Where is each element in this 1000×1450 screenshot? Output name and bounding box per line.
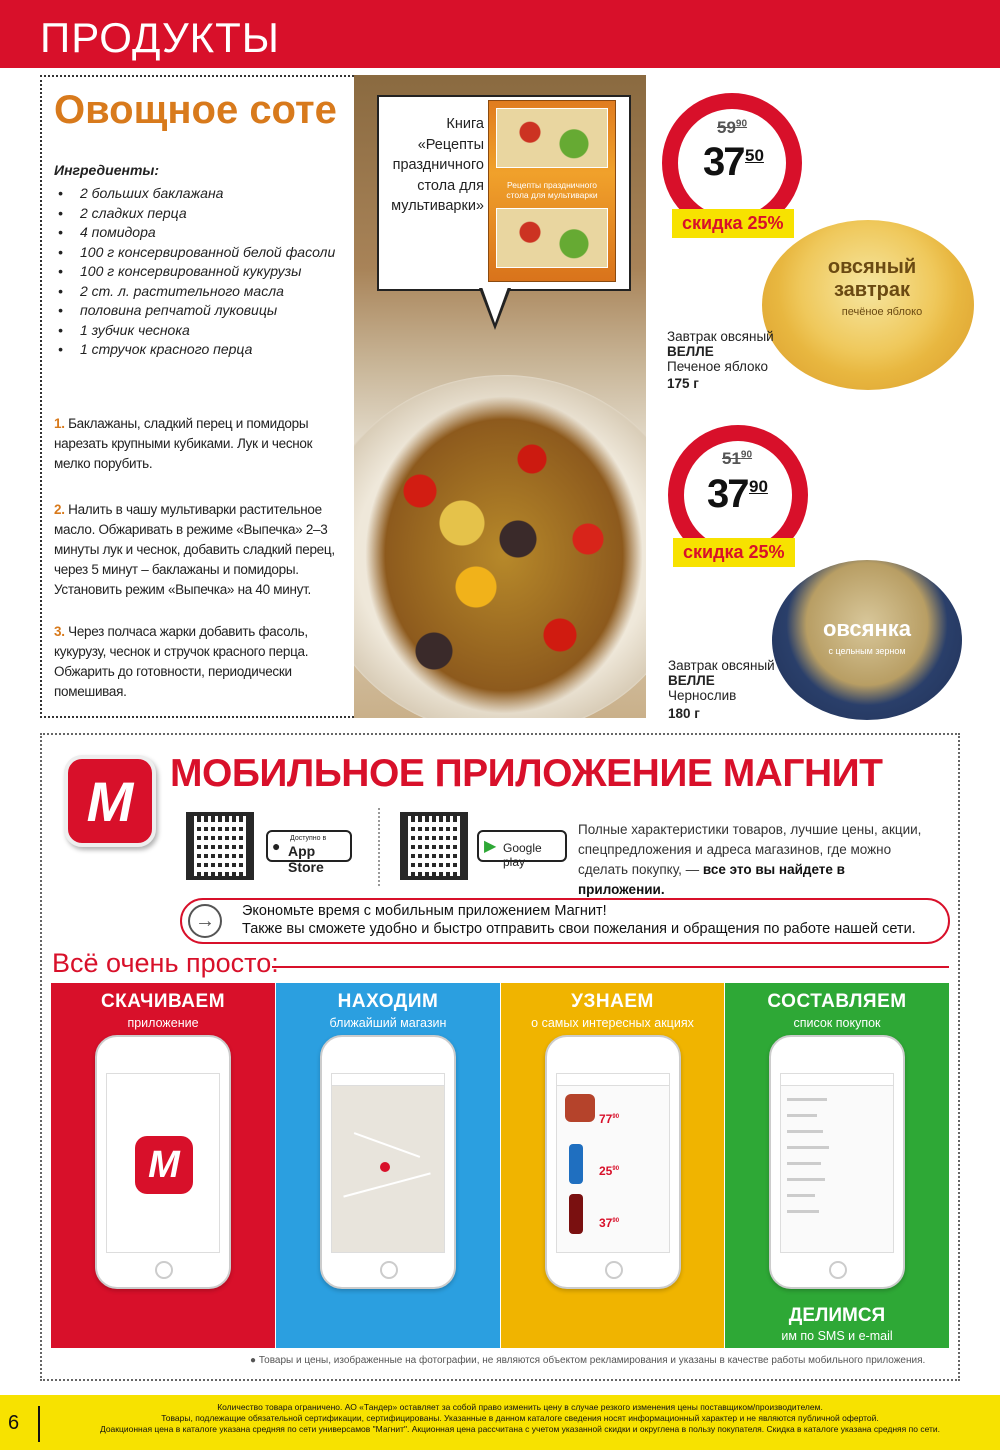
panel-compose <box>725 983 949 1348</box>
ingredients-list <box>54 184 354 360</box>
panel-title: СОСТАВЛЯЕМ <box>767 991 907 1012</box>
package-subtext: печёное яблоко <box>841 306 923 318</box>
phone-home-button <box>605 1261 623 1279</box>
magnit-app-icon: М <box>135 1136 193 1194</box>
phone-screen-list <box>780 1073 894 1253</box>
panel-subtitle: приложение <box>127 1016 199 1030</box>
section-title: ПРОДУКТЫ <box>40 14 280 61</box>
phone-home-button <box>155 1261 173 1279</box>
ingredients-title: Ингредиенты: <box>54 162 160 178</box>
phone-mockup <box>769 1035 905 1289</box>
apple-icon: ● <box>272 838 281 854</box>
divider <box>378 808 380 886</box>
app-description: Полные характеристики товаров, лучшие цены, акции, спецпредложения и адреса магазинов, где можно сделать покупку, — все это вы найдете в приложении. <box>578 822 922 897</box>
phone-mockup <box>545 1035 681 1289</box>
product-image-oat-prune <box>772 560 962 720</box>
googleplay-button[interactable] <box>477 830 567 869</box>
recipe-step-2 <box>54 500 344 600</box>
disclaimer: ● Товары и цены, изображенные на фотографии, не являются объектом рекламирования и указаны в качестве работы мобильного приложения. <box>250 1355 926 1366</box>
magnit-logo <box>64 755 156 847</box>
panel-find <box>276 983 500 1348</box>
panel-download <box>51 983 275 1348</box>
product-weight: 180 г <box>668 706 700 721</box>
panel-subtitle: ближайший магазин <box>329 1016 447 1030</box>
arrow-right-icon: → <box>188 904 222 938</box>
phone-mockup <box>95 1035 231 1289</box>
footer-legal-text: Количество товара ограничено. АО «Тандер» оставляет за собой право изменить цену в случае резкого изменения цены поставщиком/производителем. Товары, подлежащие обязательной сертификации, сертифицированы. Указанные в данном каталоге сведения носят информационный характер и не являются публичной офертой. Доакционная цена в каталоге указана средняя по сети универсамов "Магнит". Акционная цена рассчитана с учетом указанной скидки и округлена в пользу покупателя. Скидка в каталоге указана средняя по сети. <box>99 1402 941 1434</box>
recipe-title: Овощное соте <box>54 88 337 132</box>
vegetable-saute-image <box>364 395 644 715</box>
old-price: $59^{90}$ <box>717 118 748 137</box>
book-cover-title: Рецепты праздничного стола для мультиварки <box>506 180 598 200</box>
ingredient-item: • 2 больших баклажана <box>54 184 354 204</box>
appstore-label: App Store <box>288 843 324 875</box>
share-subtitle: им по SMS и e-mail <box>781 1329 893 1343</box>
logo-letter: М <box>86 770 134 833</box>
old-price: $51^{90}$ <box>722 449 753 468</box>
panel-subtitle: список покупок <box>793 1016 881 1030</box>
recipe-step-1 <box>54 414 344 474</box>
panel-subtitle: о самых интересных акциях <box>531 1016 694 1030</box>
ingredient-item: • 4 помидора <box>54 223 354 243</box>
step-text: Налить в чашу мультиварки растительное масло. Обжаривать в режиме «Выпечка» 2–3 минуты лук и чеснок, добавить сладкий перец, через 5 минут – баклажаны и помидоры. Установить режим «Выпечка» на 40 минут. <box>54 502 335 597</box>
product-image-oat-apple <box>762 220 974 390</box>
product-weight: 175 г <box>667 376 699 391</box>
recipe-step-3 <box>54 622 344 702</box>
package-text: овсянка <box>822 616 912 641</box>
new-price-cents: 50 <box>745 146 764 165</box>
phone-screen <box>106 1073 220 1253</box>
googleplay-label: Google play <box>503 841 542 869</box>
ingredient-item: • 1 зубчик чеснока <box>54 321 354 341</box>
step-number: 2. <box>54 502 65 517</box>
package-subtext: с цельным зерном <box>828 646 906 656</box>
book-caption: Книга «Рецепты праздничного стола для мультиварки» <box>391 116 484 214</box>
phone-screen-map <box>331 1073 445 1253</box>
phone-home-button <box>380 1261 398 1279</box>
panel-title: УЗНАЕМ <box>571 991 654 1012</box>
product-label: Завтрак овсяный ВЕЛЛЕ Печеное яблоко <box>667 329 774 374</box>
phone-screen-promos: $77^{90}$ $25^{90}$ $37^{90}$ <box>556 1073 670 1253</box>
page-number: 6 <box>8 1412 20 1434</box>
share-title: ДЕЛИМСЯ <box>788 1305 886 1326</box>
step-text: Через полчаса жарки добавить фасоль, кукурузу, чеснок и стручок красного перца. Обжарить до готовности, периодически помешивая. <box>54 624 309 699</box>
ingredient-item: • 1 стручок красного перца <box>54 340 354 360</box>
appstore-button[interactable] <box>266 830 352 875</box>
ingredient-item: • 2 ст. л. растительного масла <box>54 282 354 302</box>
step-number: 1. <box>54 416 65 431</box>
package-text: овсяный завтрак <box>827 256 917 301</box>
phone-mockup <box>320 1035 456 1289</box>
book-cover-photo <box>496 208 608 268</box>
qr-code-googleplay <box>400 812 468 880</box>
panel-title: СКАЧИВАЕМ <box>100 991 226 1012</box>
ingredient-item: • 2 сладких перца <box>54 204 354 224</box>
new-price: 37 <box>703 140 744 184</box>
discount-badge: скидка 25% <box>672 209 794 238</box>
step-text: Баклажаны, сладкий перец и помидоры нарезать крупными кубиками. Лук и чеснок мелко порубить. <box>54 416 313 471</box>
map-pin-icon <box>380 1162 390 1172</box>
appstore-small-label: Доступно в <box>290 835 327 842</box>
panel-title: НАХОДИМ <box>337 991 439 1012</box>
product-label: Завтрак овсяный ВЕЛЛЕ Чернослив <box>668 658 775 703</box>
banner-text: Экономьте время с мобильным приложением Магнит! Также вы сможете удобно и быстро отправить свои пожелания и обращения по работе нашей сети. <box>242 903 916 937</box>
page-separator <box>38 1406 40 1442</box>
discount-badge: скидка 25% <box>673 538 795 567</box>
ingredient-item: • половина репчатой луковицы <box>54 301 354 321</box>
new-price: 37 <box>707 472 748 516</box>
googleplay-icon: ▶ <box>484 838 497 855</box>
panel-learn <box>501 983 724 1348</box>
phone-home-button <box>829 1261 847 1279</box>
bubble-tail-inner <box>482 287 508 323</box>
steps-title: Всё очень просто: <box>52 948 279 978</box>
new-price-cents: 90 <box>749 477 768 496</box>
app-promo-title: МОБИЛЬНОЕ ПРИЛОЖЕНИЕ МАГНИТ <box>170 752 883 795</box>
qr-code-appstore <box>186 812 254 880</box>
step-number: 3. <box>54 624 65 639</box>
ingredient-item: • 100 г консервированной кукурузы <box>54 262 354 282</box>
book-cover-photo <box>496 108 608 168</box>
ingredient-item: • 100 г консервированной белой фасоли <box>54 243 354 263</box>
steps-title-line <box>272 966 949 968</box>
